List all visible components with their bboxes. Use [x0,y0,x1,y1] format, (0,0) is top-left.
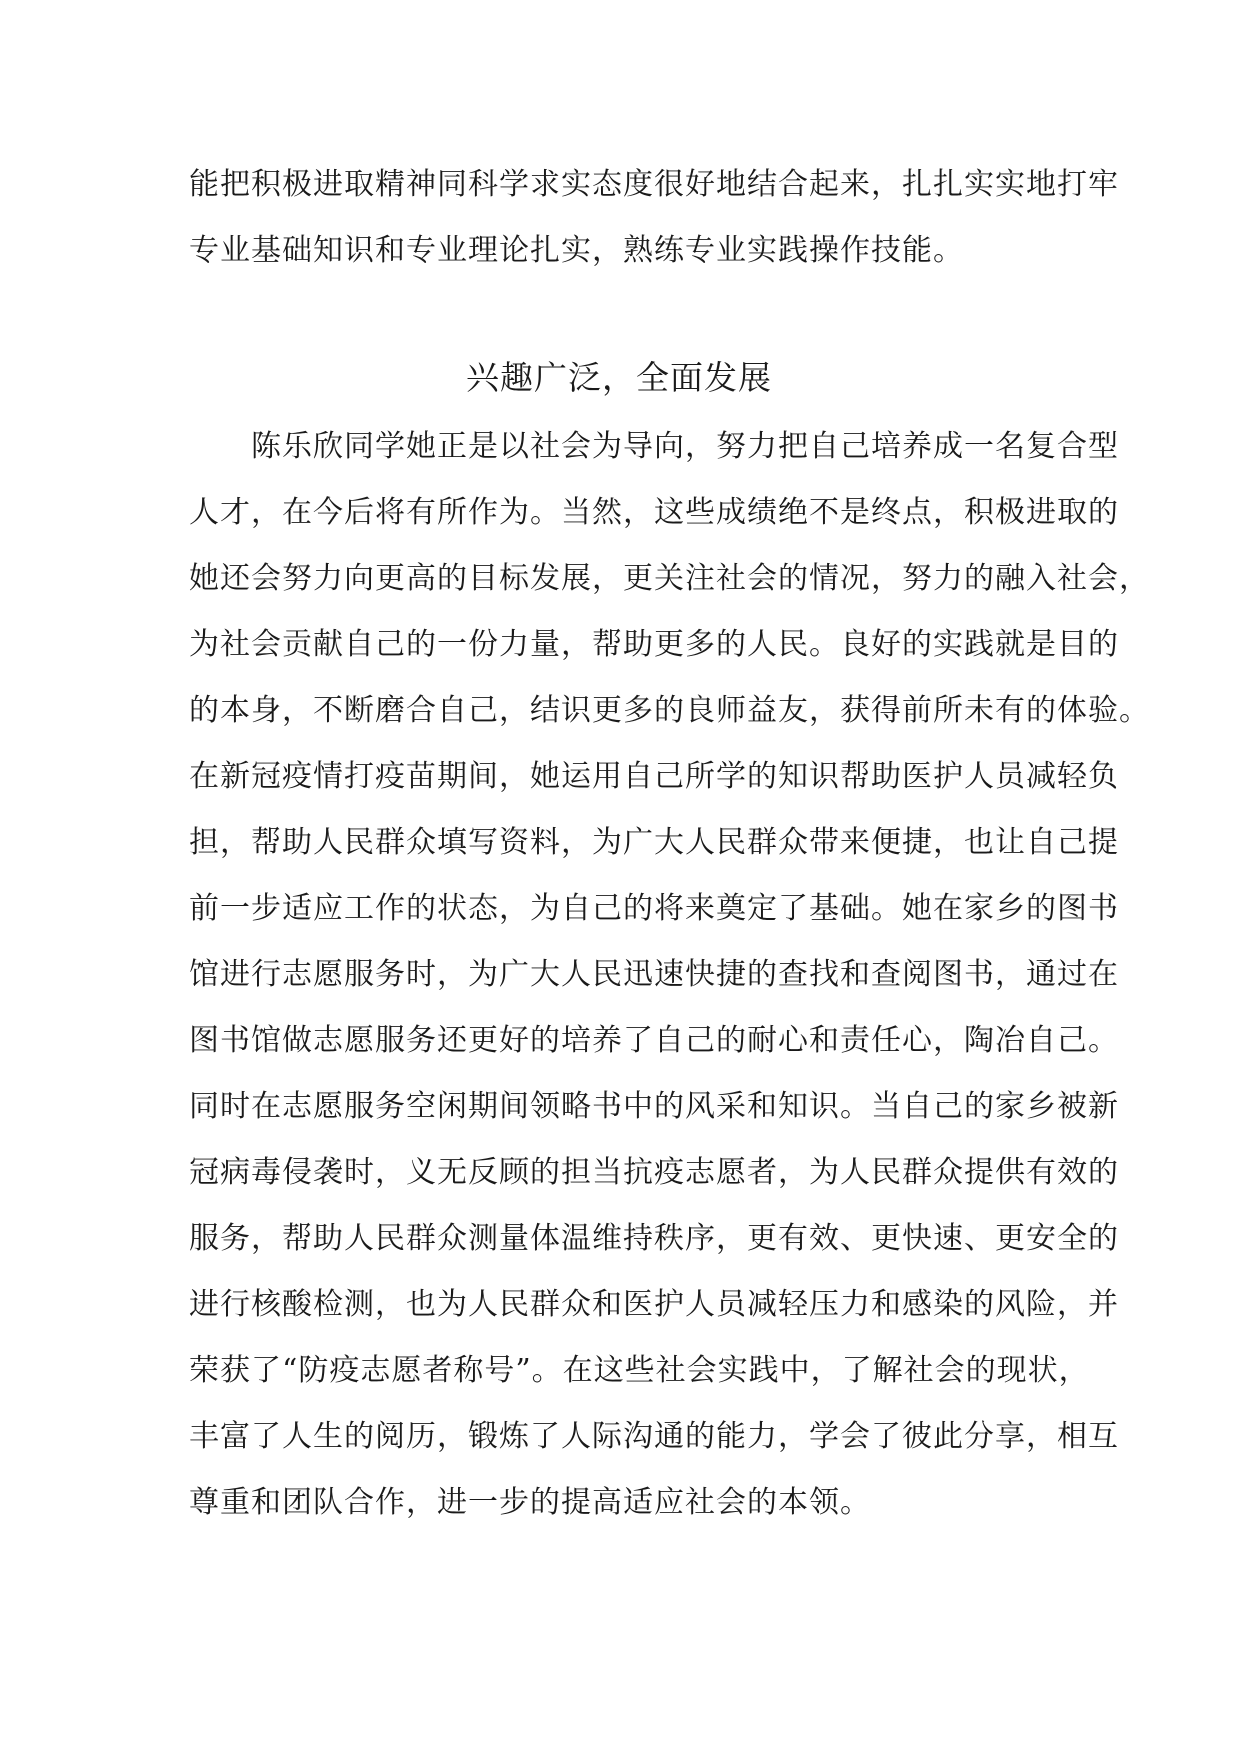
paragraph-2-line-7: 担，帮助人民群众填写资料，为广大人民群众带来便捷，也让自己提 [189,825,1119,860]
paragraph-2-line-14: 进行核酸检测，也为人民群众和医护人员减轻压力和感染的风险，并 [189,1287,1119,1322]
paragraph-2-line-4: 为社会贡献自己的一份力量，帮助更多的人民。良好的实践就是目的 [189,627,1119,662]
paragraph-2-line-12: 冠病毒侵袭时，义无反顾的担当抗疫志愿者，为人民群众提供有效的 [189,1155,1119,1190]
paragraph-2-line-15: 荣获了“防疫志愿者称号”。在这些社会实践中，了解社会的现状， [189,1353,1090,1388]
paragraph-2-line-16: 丰富了人生的阅历，锻炼了人际沟通的能力，学会了彼此分享，相互 [189,1419,1119,1454]
paragraph-2-line-2: 人才，在今后将有所作为。当然，这些成绩绝不是终点，积极进取的 [189,495,1119,530]
paragraph-2-line-9: 馆进行志愿服务时，为广大人民迅速快捷的查找和查阅图书，通过在 [189,957,1119,992]
paragraph-1-line-2: 专业基础知识和专业理论扎实，熟练专业实践操作技能。 [189,233,964,268]
paragraph-2-line-5: 的本身，不断磨合自己，结识更多的良师益友，获得前所未有的体验。 [189,693,1150,728]
section-heading: 兴趣广泛，全面发展 [466,358,772,397]
paragraph-2-line-17: 尊重和团队合作，进一步的提高适应社会的本领。 [189,1485,871,1520]
paragraph-2-line-8: 前一步适应工作的状态，为自己的将来奠定了基础。她在家乡的图书 [189,891,1119,926]
paragraph-2-line-1: 陈乐欣同学她正是以社会为导向，努力把自己培养成一名复合型 [251,429,1119,464]
paragraph-1-line-1: 能把积极进取精神同科学求实态度很好地结合起来，扎扎实实地打牢 [189,167,1119,202]
paragraph-2-line-13: 服务，帮助人民群众测量体温维持秩序，更有效、更快速、更安全的 [189,1221,1119,1256]
paragraph-2-line-6: 在新冠疫情打疫苗期间，她运用自己所学的知识帮助医护人员减轻负 [189,759,1119,794]
paragraph-2-line-3: 她还会努力向更高的目标发展，更关注社会的情况，努力的融入社会， [189,561,1150,596]
paragraph-2-line-11: 同时在志愿服务空闲期间领略书中的风采和知识。当自己的家乡被新 [189,1089,1119,1124]
paragraph-2-line-10: 图书馆做志愿服务还更好的培养了自己的耐心和责任心，陶冶自己。 [189,1023,1119,1058]
